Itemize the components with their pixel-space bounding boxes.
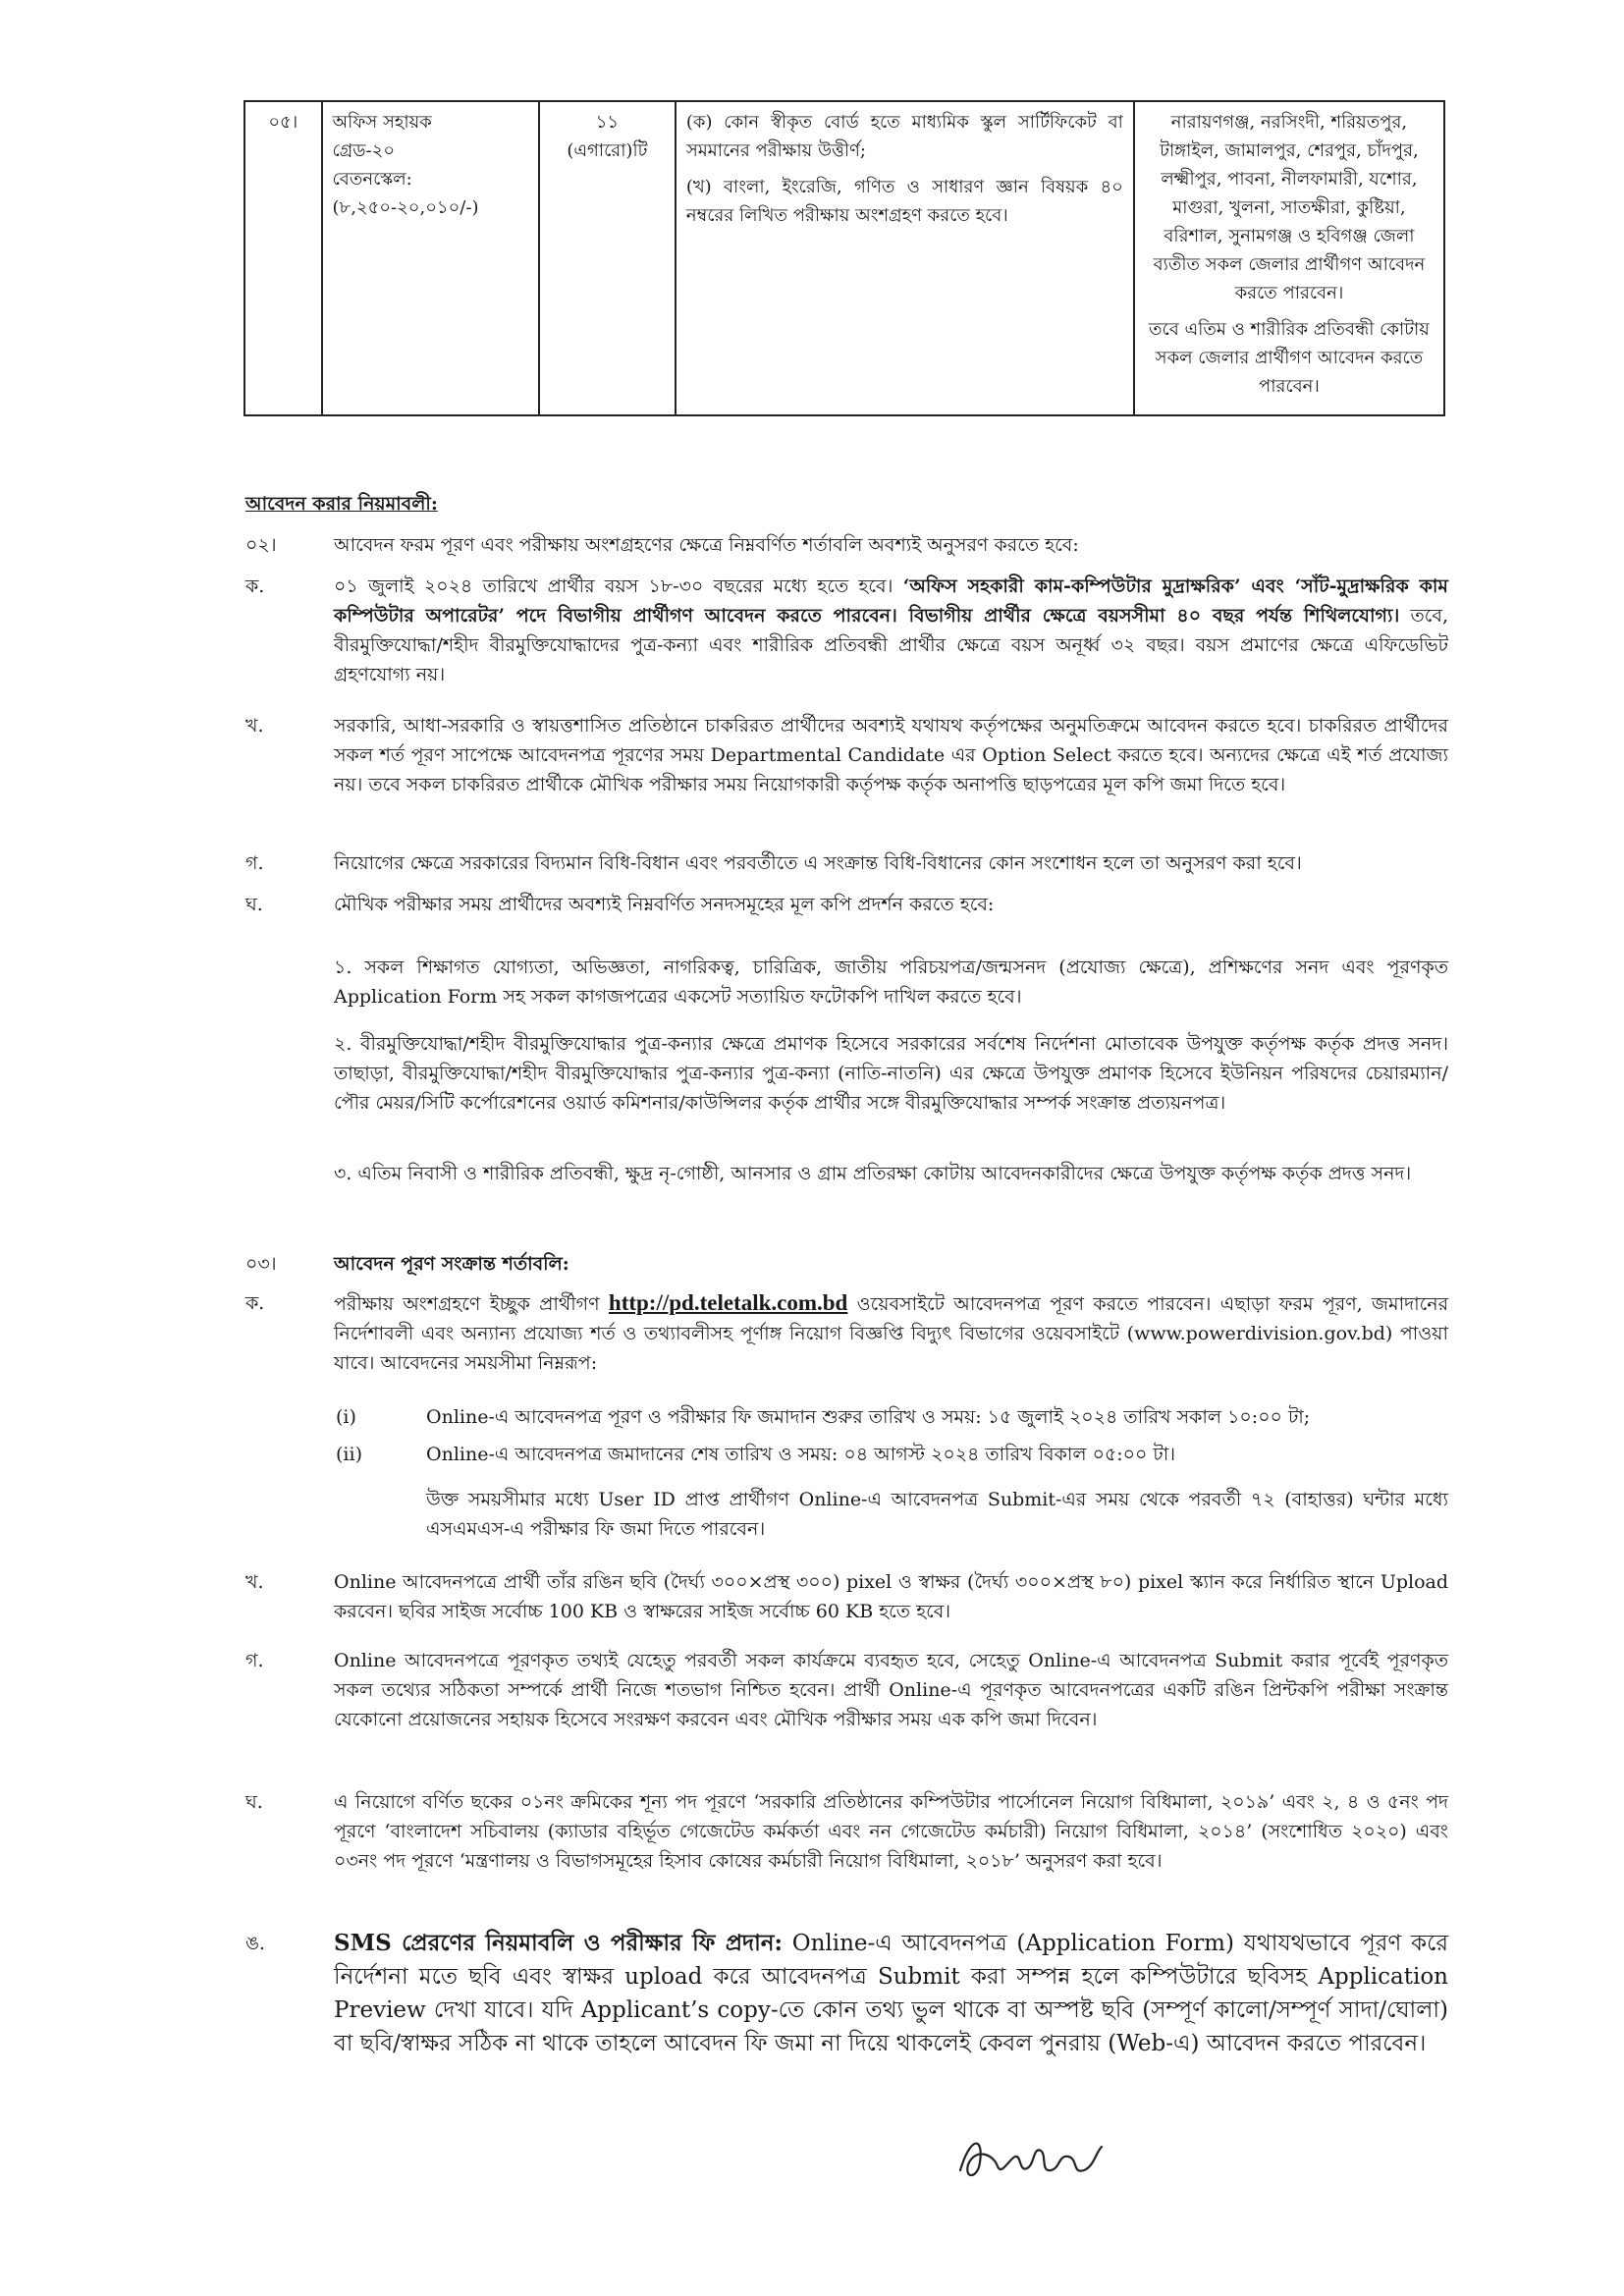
age-relaxation-text: তবে, বীরমুক্তিযোদ্ধা/শহীদ বীরমুক্তিযোদ্ধাদের পুত্র-কন্যা এবং শারীরিক প্রতিবন্ধী প্রার্থীর ক্ষেত্রে বয়স অনূর্ধ্ব ৩২ বছর। বয়স প্রমাণের ক্ষেত্রে এফিডেভিট গ্রহণযোগ্য নয়। (334, 605, 1448, 685)
clause-marker: ক. (245, 575, 265, 597)
post-count: ১১ (595, 112, 620, 133)
deadline-text: Online-এ আবেদনপত্র পূরণ ও পরীক্ষার ফি জমাদান শুরুর তারিখ ও সময়: ১৫ জুলাই ২০২৪ তারিখ সকাল ১০:০০ টা; (426, 1406, 1311, 1428)
document-list-item-1: ১. সকল শিক্ষাগত যোগ্যতা, অভিজ্ঞতা, নাগরিকত্ব, চারিত্রিক, জাতীয় পরিচয়পত্র/জন্মসনদ (প্রযোজ্য ক্ষেত্রে), প্রশিক্ষণের সনদ এবং পূরণকৃত Application Form সহ সকল কাগজপত্রের একসেট সত্যায়িত ফটোকপি দাখিল করতে হবে। (334, 957, 1448, 1008)
clause-text (334, 572, 1448, 689)
section-heading: আবেদন পূরণ সংক্রান্ত শর্তাবলি: (334, 1253, 569, 1275)
pay-scale-label: বেতনস্কেল: (332, 169, 412, 190)
serial-number: ০৫। (268, 112, 298, 133)
pay-scale-value: (৮,২৫০-২০,০১০/-) (332, 197, 479, 218)
clause-02-kha (245, 711, 1448, 839)
clause-03-ka (245, 1288, 1448, 1387)
document-list-item-2: ২. বীরমুক্তিযোদ্ধা/শহীদ বীরমুক্তিযোদ্ধার পুত্র-কন্যার ক্ষেত্রে প্রমাণক হিসেবে সরকারের সর্বশেষ নির্দেশনা মোতাবেক উপযুক্ত কর্তৃপক্ষ কর্তৃক প্রদত্ত সনদ। তাছাড়া, বীরমুক্তিযোদ্ধা/শহীদ বীরমুক্তিযোদ্ধার পুত্র-কন্যার পুত্র-কন্যা (নাতি-নাতনি) এর ক্ষেত্রে উপযুক্ত প্রমাণক হিসেবে ইউনিয়ন পরিষদের চেয়ারম্যান/পৌর মেয়র/সিটি কর্পোরেশনের ওয়ার্ড কমিশনার/কাউন্সিলর কর্তৃক প্রার্থীর সঙ্গে বীরমুক্তিযোদ্ধার সম্পর্ক সংক্রান্ত প্রত্যয়নপত্র। (334, 1033, 1448, 1114)
clause-02-gha (245, 890, 1448, 921)
serial-cell (244, 101, 322, 415)
departmental-age-text: ‘অফিস সহকারী কাম-কম্পিউটার মুদ্রাক্ষরিক’ এবং ‘সাঁট-মুদ্রাক্ষরিক কাম কম্পিউটার অপারেটর’ পদে বিভাগীয় প্রার্থীগণ আবেদন করতে পারবেন। বিভাগীয় প্রার্থীর ক্ষেত্রে বয়সসীমা ৪০ বছর পর্যন্ত শিথিলযোগ্য। (334, 575, 1448, 627)
section-number: ০৩। (245, 1253, 277, 1275)
clause-03-kha (245, 1567, 1448, 1632)
clause-03-nga (245, 1927, 1448, 2074)
roman-marker: (i) (336, 1406, 356, 1428)
post-count-words: (এগারো)টি (567, 140, 648, 161)
clause-marker: খ. (245, 715, 264, 737)
clause-text: Online আবেদনপত্রে প্রার্থী তাঁর রঙিন ছবি (দৈর্ঘ্য ৩০০×প্রস্থ ৩০০) pixel ও স্বাক্ষর (দৈর্ঘ্য ৩০০×প্রস্থ ৮০) pixel স্ক্যান করে নির্ধারিত স্থানে Upload করবেন। ছবির সাইজ সর্বোচ্চ 100 KB ও স্বাক্ষরের সাইজ সর্বোচ্চ 60 KB হতে হবে। (334, 1571, 1448, 1622)
clause-marker: গ. (245, 852, 264, 874)
section-03 (245, 1249, 1448, 1281)
post-table (244, 100, 1445, 416)
roman-marker: (ii) (336, 1444, 362, 1465)
post-grade: গ্রেড-২০ (332, 140, 396, 161)
clause-text (334, 1288, 1448, 1378)
clause-text-end: ওয়েবসাইটে আবেদনপত্র পূরণ করতে পারবেন। এছাড়া ফরম পূরণ, জমাদানের নির্দেশাবলী এবং অন্যান্য প্রযোজ্য শর্ত ও তথ্যাবলীসহ পূর্ণাঙ্গ নিয়োগ বিজ্ঞপ্তি বিদ্যুৎ বিভাগের ওয়েবসাইটে (www.powerdivision.gov.bd) পাওয়া যাবে। আবেদনের সময়সীমা নিম্নরূপ: (334, 1293, 1449, 1374)
sms-rules-heading: SMS প্রেরণের নিয়মাবলি ও পরীক্ষার ফি প্রদান: (334, 1930, 784, 1956)
clause-marker: খ. (245, 1571, 264, 1593)
fee-payment-note: উক্ত সময়সীমার মধ্যে User ID প্রাপ্ত প্রার্থীগণ Online-এ আবেদনপত্র Submit-এর সময় থেকে পরবর্তী ৭২ (বাহাত্তর) ঘন্টার মধ্যে এসএমএস-এ পরীক্ষার ফি জমা দিতে পারবেন। (426, 1489, 1448, 1540)
clause-02-ga (245, 848, 1448, 880)
clause-text-start: পরীক্ষায় অংশগ্রহণে ইচ্ছুক প্রার্থীগণ (334, 1293, 600, 1315)
post-name: অফিস সহায়ক (332, 112, 432, 133)
clause-marker: ঙ. (245, 1933, 265, 1954)
age-limit-text: ০১ জুলাই ২০২৪ তারিখে প্রার্থীর বয়স ১৮-৩০ বছরের মধ্যে হতে হবে। (334, 575, 893, 597)
district-eligibility: নারায়ণগঞ্জ, নরসিংদী, শরিয়তপুর, টাঙ্গাইল, জামালপুর, শেরপুর, চাঁদপুর, লক্ষ্মীপুর, পাবনা, নীলফামারী, যশোর, মাগুরা, খুলনা, সাতক্ষীরা, কুষ্টিয়া, বরিশাল, সুনামগঞ্জ ও হবিগঞ্জ জেলা ব্যতীত সকল জেলার প্রার্থীগণ আবেদন করতে পারবেন। (1153, 112, 1426, 303)
qualification-b: (খ) বাংলা, ইংরেজি, গণিত ও সাধারণ জ্ঞান বিষয়ক ৪০ নম্বরের লিখিত পরীক্ষায় অংশগ্রহণ করতে হবে। (685, 177, 1123, 226)
clause-marker: ঘ. (245, 1791, 263, 1813)
district-cell (1134, 101, 1444, 415)
section-text: আবেদন ফরম পূরণ এবং পরীক্ষায় অংশগ্রহণের ক্ষেত্রে নিম্নবর্ণিত শর্তাবলি অবশ্যই অনুসরণ করতে হবে: (334, 534, 1079, 556)
rules-heading: আবেদন করার নিয়মাবলী: (245, 493, 438, 515)
post-cell (322, 101, 539, 415)
section-number: ০২। (245, 534, 277, 556)
clause-marker: গ. (245, 1650, 264, 1671)
deadline-text: Online-এ আবেদনপত্র জমাদানের শেষ তারিখ ও সময়: ০৪ আগস্ট ২০২৪ তারিখ বিকাল ০৫:০০ টা। (426, 1444, 1176, 1465)
document-list-item-3: ৩. এতিম নিবাসী ও শারীরিক প্রতিবন্ধী, ক্ষুদ্র নৃ-গোষ্ঠী, আনসার ও গ্রাম প্রতিরক্ষা কোটায় আবেদনকারীদের ক্ষেত্রে উপযুক্ত কর্তৃপক্ষ কর্তৃক প্রদত্ত সনদ। (334, 1163, 1412, 1184)
clause-text: মৌখিক পরীক্ষার সময় প্রার্থীদের অবশ্যই নিম্নবর্ণিত সনদসমূহের মূল কপি প্রদর্শন করতে হবে: (334, 894, 995, 915)
qualification-a: (ক) কোন স্বীকৃত বোর্ড হতে মাধ্যমিক স্কুল সার্টিফিকেট বা সমমানের পরীক্ষায় উত্তীর্ণ; (685, 112, 1123, 161)
clause-text: নিয়োগের ক্ষেত্রে সরকারের বিদ্যমান বিধি-বিধান এবং পরবর্তীতে এ সংক্রান্ত বিধি-বিধানের কোন সংশোধন হলে তা অনুসরণ করা হবে। (334, 852, 1302, 874)
table-row (244, 101, 1444, 415)
clause-marker: ক. (245, 1292, 265, 1314)
clause-text (334, 1927, 1448, 2060)
sms-rules-text: Online-এ আবেদনপত্র (Application Form) যথাযথভাবে পূরণ করে নির্দেশনা মতে ছবি এবং স্বাক্ষর upload করে আবেদনপত্র Submit করা সম্পন্ন হলে কম্পিউটারে ছবিসহ Application Preview দেখা যাবে। যদি Applicant’s copy-তে কোন তথ্য ভুল থাকে বা অস্পষ্ট ছবি (সম্পূর্ণ কালো/সম্পূর্ণ সাদা/ঘোলা) বা ছবি/স্বাক্ষর সঠিক না থাকে তাহলে আবেদন ফি জমা না দিয়ে থাকলেই কেবল পুনরায় (Web-এ) আবেদন করতে পারবেন। (334, 1931, 1448, 2056)
section-02 (245, 530, 1448, 562)
clause-text: Online আবেদনপত্রে পূরণকৃত তথ্যই যেহেতু পরবর্তী সকল কার্যক্রমে ব্যবহৃত হবে, সেহেতু Online-এ আবেদনপত্র Submit করার পূর্বেই পূরণকৃত সকল তথ্যের সঠিকতা সম্পর্কে প্রার্থী নিজে শতভাগ নিশ্চিত হবেন। প্রার্থী Online-এ পূরণকৃত আবেদনপত্রের একটি রঙিন প্রিন্টকপি পরীক্ষা সংক্রান্ত যেকোনো প্রয়োজনের সহায়ক হিসেবে সংরক্ষণ করবেন এবং মৌখিক পরীক্ষার সময় এক কপি জমা দিবেন। (334, 1650, 1448, 1730)
signature-mark (950, 2117, 1108, 2190)
clause-marker: ঘ. (245, 894, 263, 915)
quota-eligibility: তবে এতিম ও শারীরিক প্রতিবন্ধী কোটায় সকল জেলার প্রার্থীগণ আবেদন করতে পারবেন। (1149, 319, 1430, 397)
clause-text: এ নিয়োগে বর্ণিত ছকের ০১নং ক্রমিকের শূন্য পদ পূরণে ‘সরকারি প্রতিষ্ঠানের কম্পিউটার পার্সোনেল নিয়োগ বিধিমালা, ২০১৯’ এবং ২, ৪ ও ৫নং পদ পূরণে ‘বাংলাদেশ সচিবালয় (ক্যাডার বহির্ভূত গেজেটেড কর্মকর্তা এবং নন গেজেটেড কর্মচারী) নিয়োগ বিধিমালা, ২০১৪’ (সংশোধিত ২০২০) এবং ০৩নং পদ পূরণে ‘মন্ত্রণালয় ও বিভাগসমূহের হিসাব কোষের কর্মচারী নিয়োগ বিধিমালা, ২০১৮’ অনুসরণ করা হবে। (334, 1791, 1448, 1872)
clause-02-ka (245, 572, 1448, 699)
count-cell (539, 101, 676, 415)
clause-text: সরকারি, আধা-সরকারি ও স্বায়ত্তশাসিত প্রতিষ্ঠানে চাকরিরত প্রার্থীদের অবশ্যই যথাযথ কর্তৃপক্ষের অনুমতিক্রমে আবেদন করতে হবে। চাকরিরত প্রার্থীদের সকল শর্ত পূরণ সাপেক্ষে আবেদনপত্র পূরণের সময় Departmental Candidate এর Option Select করতে হবে। অন্যদের ক্ষেত্রে এই শর্ত প্রযোজ্য নয়। তবে সকল চাকরিরত প্রার্থীকে মৌখিক পরীক্ষার সময় নিয়োগকারী কর্তৃপক্ষ কর্তৃক অনাপত্তি ছাড়পত্রের মূল কপি জমা দিতে হবে। (334, 715, 1448, 795)
clause-03-ga (245, 1646, 1448, 1774)
teletalk-link[interactable]: http://pd.teletalk.com.bd (608, 1290, 848, 1315)
qualification-cell (676, 101, 1134, 415)
clause-03-gha (245, 1787, 1448, 1915)
